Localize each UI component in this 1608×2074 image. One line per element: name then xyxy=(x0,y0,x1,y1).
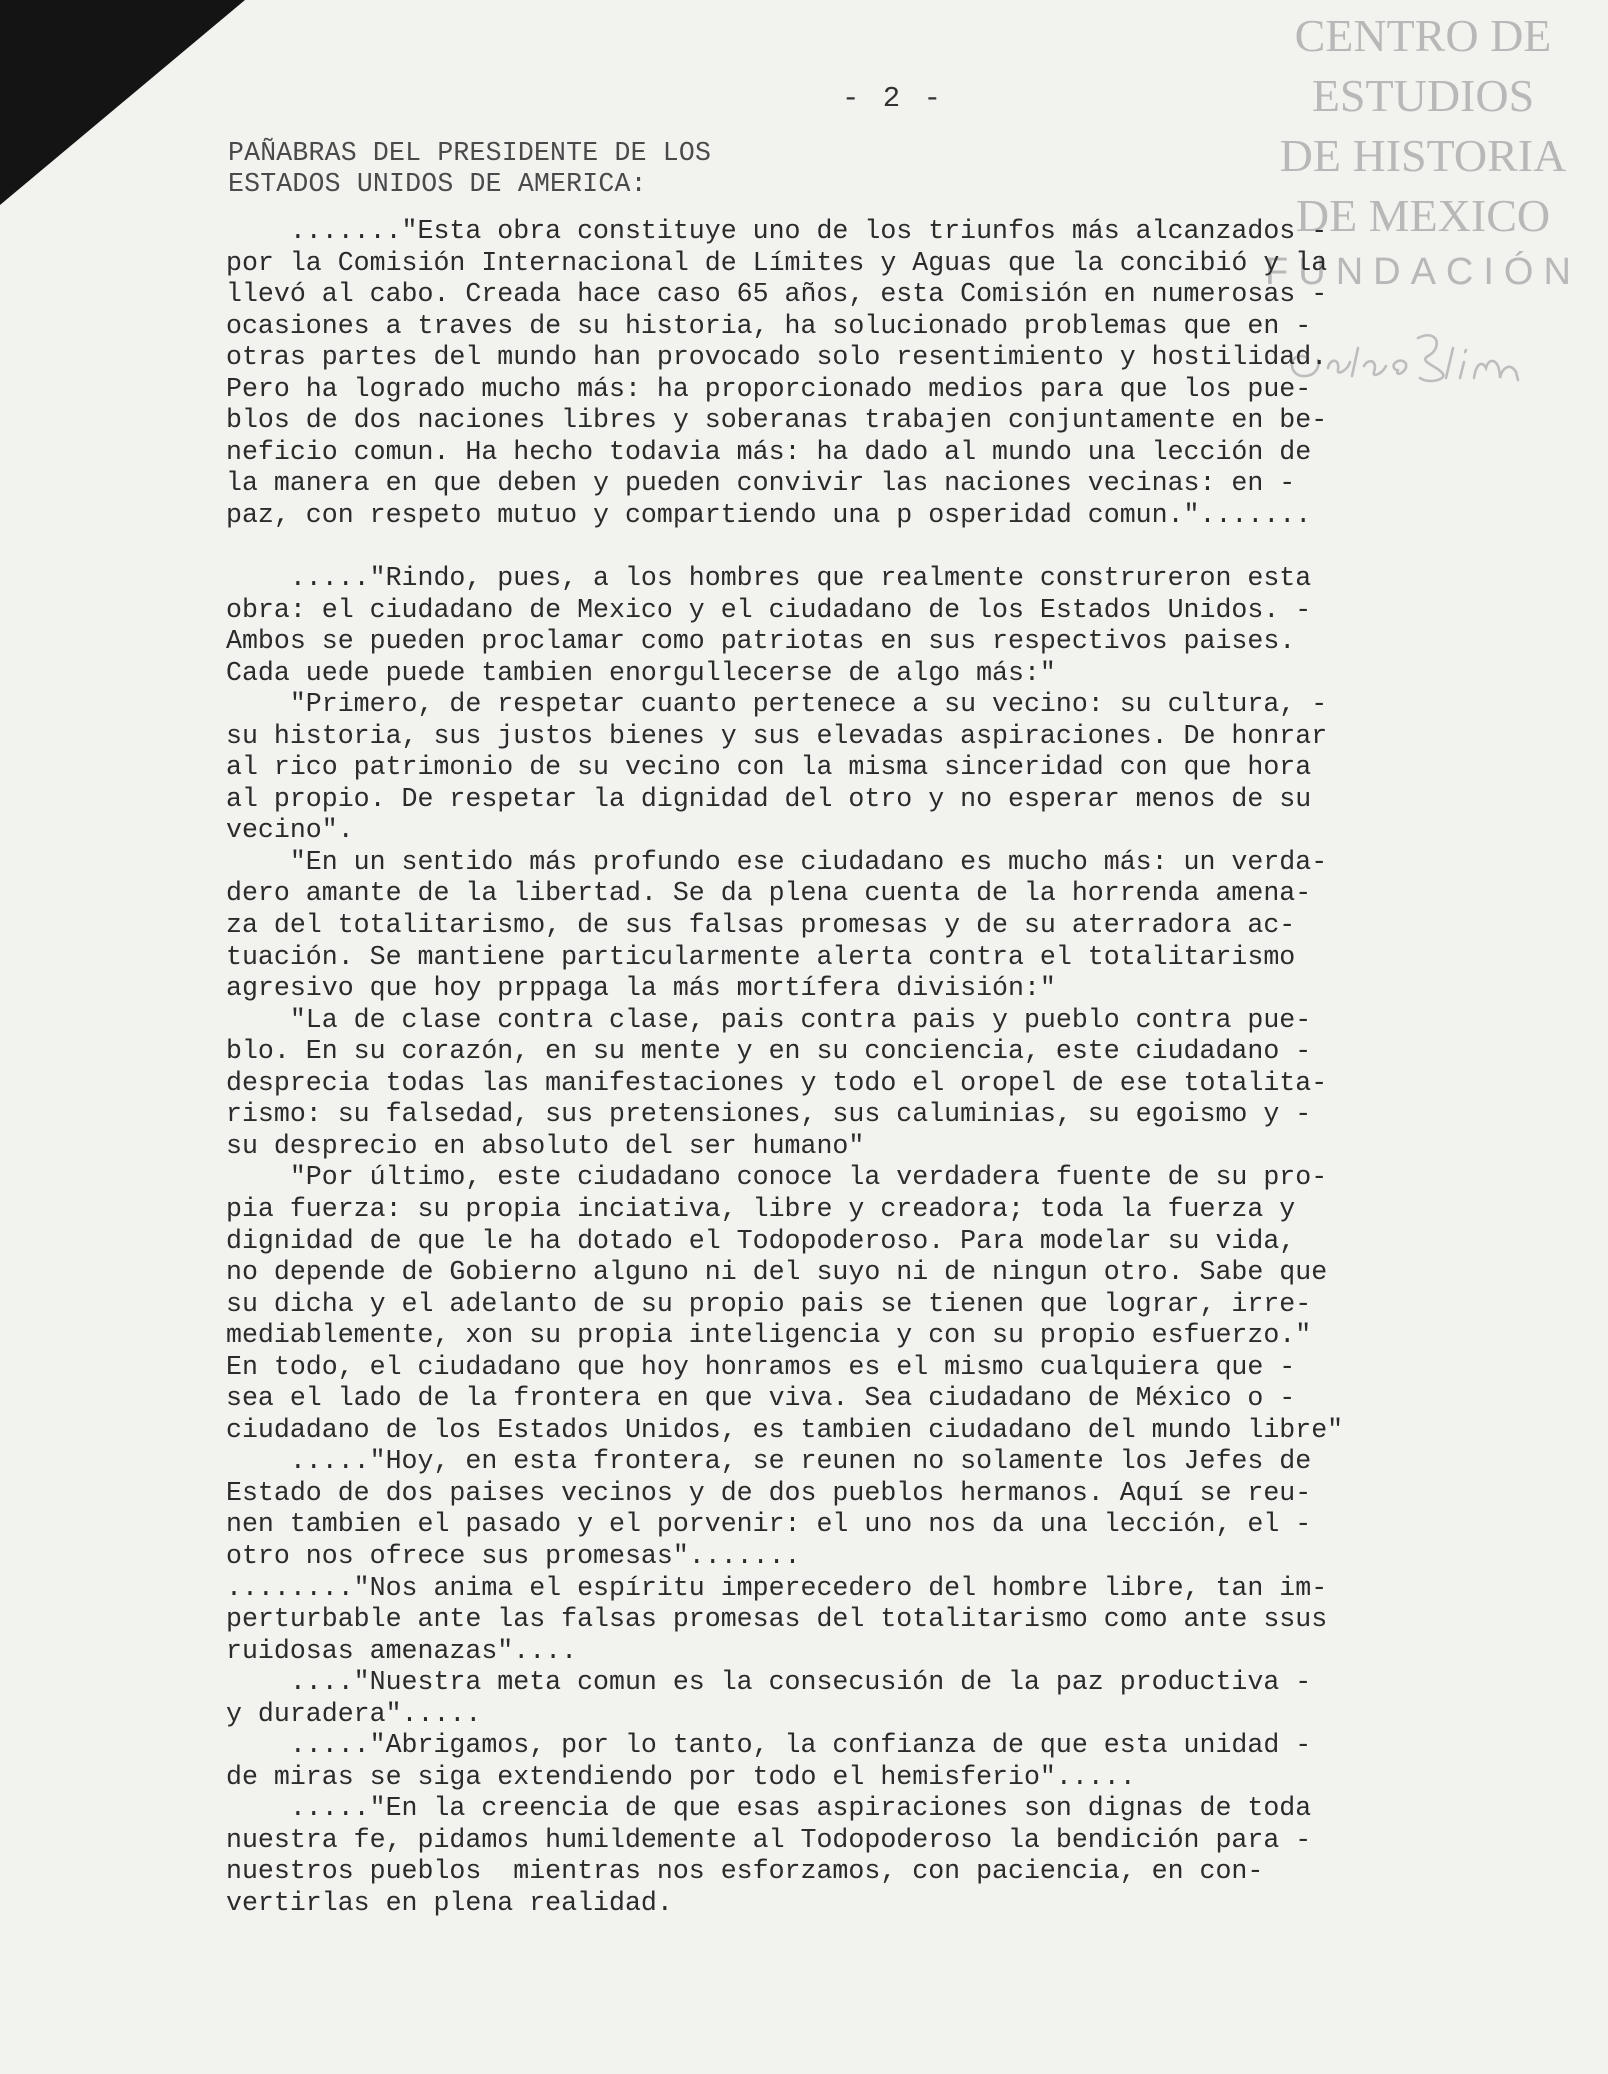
text-line: perturbable ante las falsas promesas del totalitarismo como ante ssus xyxy=(226,1604,1328,1635)
text-line: Pero ha logrado mucho más: ha proporcionado medios para que los pue- xyxy=(226,373,1312,404)
text-line: ....."En la creencia de que esas aspiraciones son dignas de toda xyxy=(226,1793,1312,1824)
text-line: "Por último, este ciudadano conoce la verdadera fuente de su pro- xyxy=(226,1162,1328,1193)
heading-line: ESTADOS UNIDOS DE AMERICA: xyxy=(228,169,647,199)
text-line: por la Comisión Internacional de Límites y Aguas que la concibió y la xyxy=(226,247,1328,278)
text-line: tuación. Se mantiene particularmente alerta contra el totalitarismo xyxy=(226,941,1296,972)
text-line: "En un sentido más profundo ese ciudadano es mucho más: un verda- xyxy=(226,846,1328,877)
page-number: - 2 - xyxy=(842,82,945,115)
text-line: Cada uede puede tambien enorgullecerse de algo más:" xyxy=(226,657,1056,688)
text-line: blo. En su corazón, en su mente y en su conciencia, este ciudadano - xyxy=(226,1036,1312,1067)
text-line: vertirlas en plena realidad. xyxy=(226,1887,673,1918)
text-line: otras partes del mundo han provocado solo resentimiento y hostilidad. xyxy=(226,342,1328,373)
text-line: ....."Rindo, pues, a los hombres que realmente construreron esta xyxy=(226,563,1312,594)
watermark-foundation: FUNDACIÓN xyxy=(1265,251,1581,293)
text-line: pia fuerza: su propia inciativa, libre y creadora; toda la fuerza y xyxy=(226,1193,1296,1224)
text-line: su historia, sus justos bienes y sus elevadas aspiraciones. De honrar xyxy=(226,720,1328,751)
heading-line: PAÑABRAS DEL PRESIDENTE DE LOS xyxy=(228,138,712,168)
text-line: Estado de dos paises vecinos y de dos pueblos hermanos. Aquí se reu- xyxy=(226,1477,1312,1508)
text-line: vecino". xyxy=(226,815,354,846)
watermark-line: CENTRO DE xyxy=(1294,10,1552,61)
watermark-line: ESTUDIOS xyxy=(1311,70,1535,121)
text-line: dero amante de la libertad. Se da plena cuenta de la horrenda amena- xyxy=(226,878,1312,909)
text-line: desprecia todas las manifestaciones y todo el oropel de ese totalita- xyxy=(226,1067,1328,1098)
text-line: obra: el ciudadano de Mexico y el ciudadano de los Estados Unidos. - xyxy=(226,594,1312,625)
text-line: agresivo que hoy prppaga la más mortífera división:" xyxy=(226,973,1056,1004)
text-line: ruidosas amenazas".... xyxy=(226,1635,578,1666)
text-line: su desprecio en absoluto del ser humano" xyxy=(226,1130,865,1161)
text-line: ciudadano de los Estados Unidos, es tambien ciudadano del mundo libre" xyxy=(226,1414,1344,1445)
text-line: paz, con respeto mutuo y compartiendo una p osperidad comun."....... xyxy=(226,499,1312,530)
text-line: ....."Hoy, en esta frontera, se reunen no solamente los Jefes de xyxy=(226,1446,1312,1477)
text-line: ....."Abrigamos, por lo tanto, la confianza de que esta unidad - xyxy=(226,1730,1312,1761)
text-line: nen tambien el pasado y el porvenir: el uno nos da una lección, el - xyxy=(226,1509,1312,1540)
text-line: En todo, el ciudadano que hoy honramos es el mismo cualquiera que - xyxy=(226,1351,1296,1382)
text-line: neficio comun. Ha hecho todavia más: ha dado al mundo una lección de xyxy=(226,436,1312,467)
text-line: ...."Nuestra meta comun es la consecusión de la paz productiva - xyxy=(226,1667,1312,1698)
text-line: rismo: su falsedad, sus pretensiones, sus caluminias, su egoismo y - xyxy=(226,1099,1312,1130)
watermark-line: DE HISTORIA xyxy=(1279,130,1567,181)
text-line: y duradera"..... xyxy=(226,1698,482,1729)
letter-heading xyxy=(228,138,711,200)
text-line: Ambos se pueden proclamar como patriotas en sus respectivos paises. xyxy=(226,626,1296,657)
watermark-line: DE MEXICO xyxy=(1295,190,1551,241)
text-line: ocasiones a traves de su historia, ha solucionado problemas que en - xyxy=(226,310,1312,341)
text-line xyxy=(226,531,1556,563)
text-line: de miras se siga extendiendo por todo el hemisferio"..... xyxy=(226,1761,1136,1792)
text-line: al rico patrimonio de su vecino con la misma sinceridad con que hora xyxy=(226,752,1312,783)
text-line: ......."Esta obra constituye uno de los triunfos más alcanzados - xyxy=(226,216,1328,246)
text-line: "La de clase contra clase, pais contra pais y pueblo contra pue- xyxy=(226,1004,1312,1035)
typewritten-body xyxy=(226,216,1556,1920)
text-line: sea el lado de la frontera en que viva. Sea ciudadano de México o - xyxy=(226,1383,1296,1414)
text-line: blos de dos naciones libres y soberanas trabajen conjuntamente en be- xyxy=(226,405,1328,436)
text-line: su dicha y el adelanto de su propio pais se tienen que lograr, irre- xyxy=(226,1288,1312,1319)
folded-corner xyxy=(0,0,250,210)
text-line: no depende de Gobierno alguno ni del suyo ni de ningun otro. Sabe que xyxy=(226,1257,1328,1288)
text-line: mediablemente, xon su propia inteligencia y con su propio esfuerzo." xyxy=(226,1320,1312,1351)
text-line: dignidad de que le ha dotado el Todopoderoso. Para modelar su vida, xyxy=(226,1225,1296,1256)
text-line: za del totalitarismo, de sus falsas promesas y de su aterradora ac- xyxy=(226,910,1296,941)
text-line: nuestra fe, pidamos humildemente al Todopoderoso la bendición para - xyxy=(226,1824,1312,1855)
text-line: al propio. De respetar la dignidad del otro y no esperar menos de su xyxy=(226,783,1312,814)
text-line: la manera en que deben y pueden convivir las naciones vecinas: en - xyxy=(226,468,1296,499)
text-line: ........"Nos anima el espíritu imperecedero del hombre libre, tan im- xyxy=(226,1572,1328,1603)
text-line: nuestros pueblos mientras nos esforzamos, con paciencia, en con- xyxy=(226,1856,1264,1887)
text-line: llevó al cabo. Creada hace caso 65 años, esta Comisión en numerosas - xyxy=(226,279,1328,310)
text-line: "Primero, de respetar cuanto pertenece a su vecino: su cultura, - xyxy=(226,689,1328,720)
text-line: otro nos ofrece sus promesas"....... xyxy=(226,1540,801,1571)
